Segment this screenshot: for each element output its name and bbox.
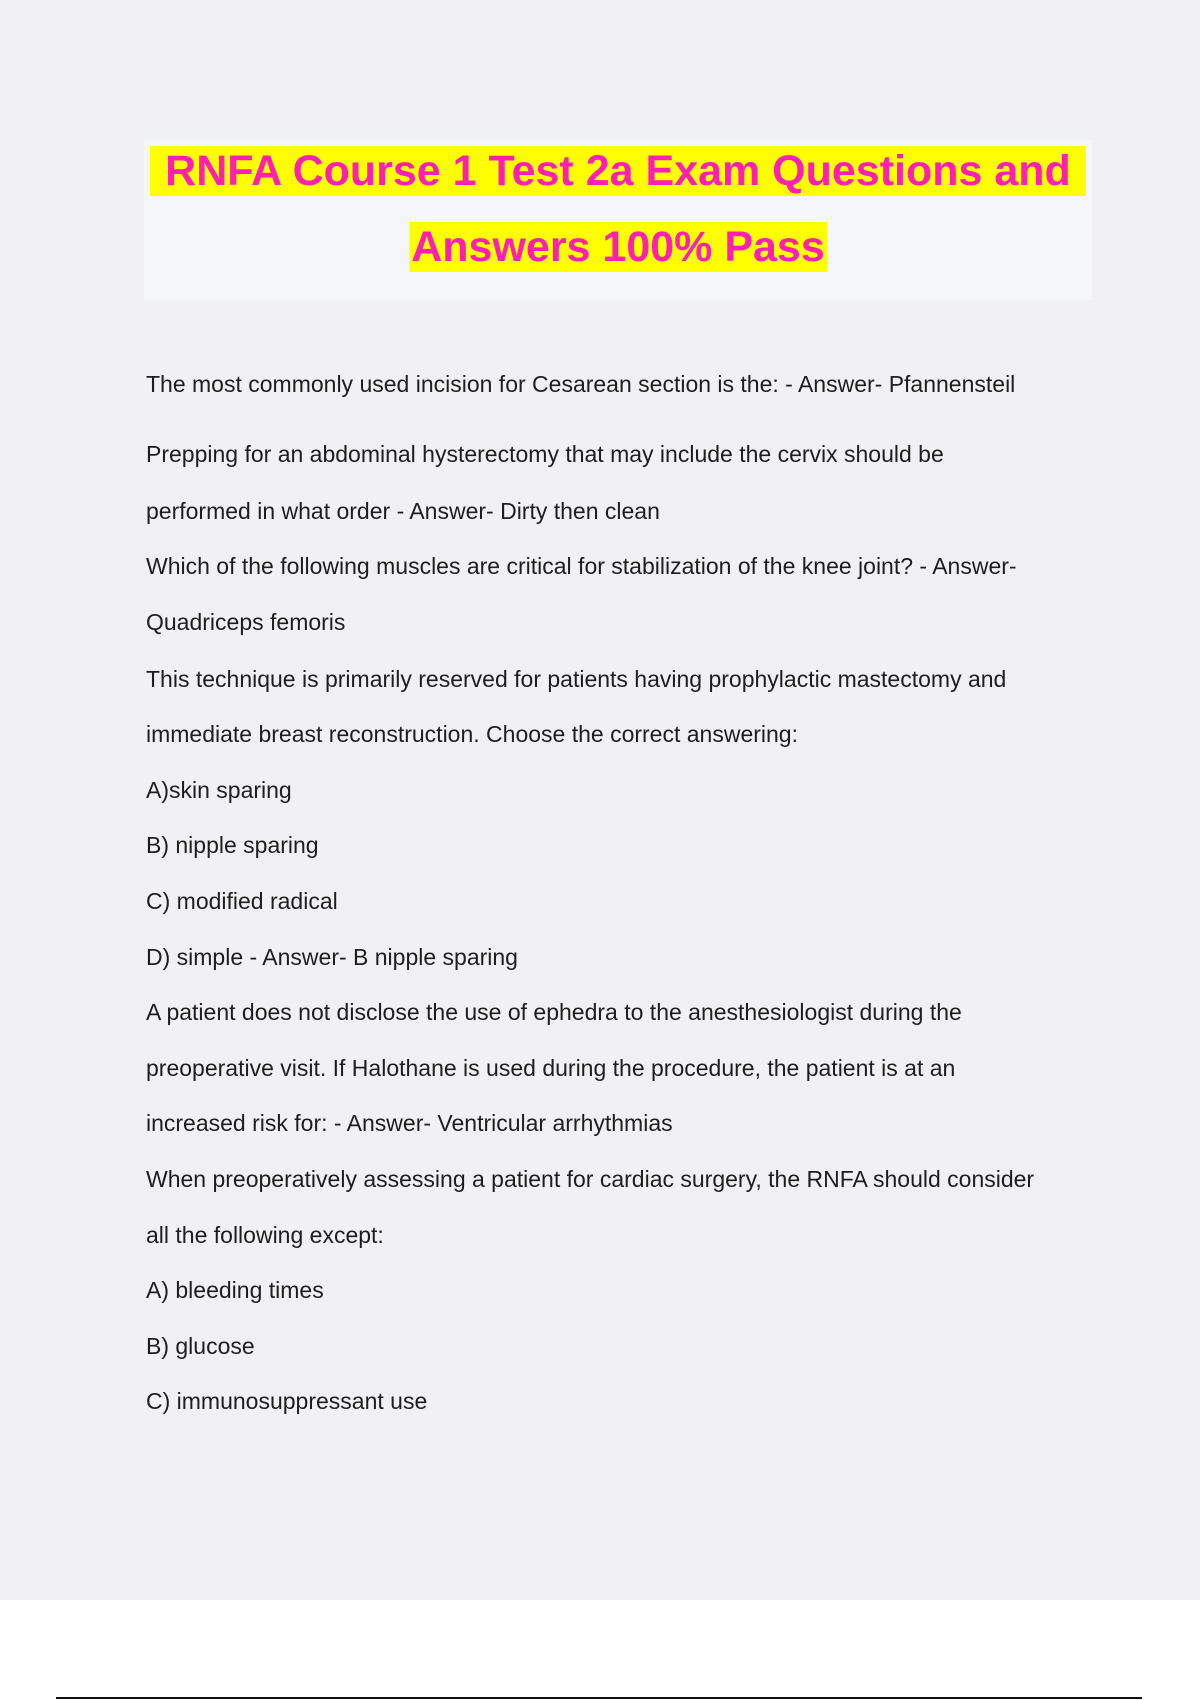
option-line: C) immunosuppressant use: [146, 1388, 428, 1414]
question-line: Prepping for an abdominal hysterectomy that may include the cervix should be: [146, 441, 944, 467]
question-line: preoperative visit. If Halothane is used during the procedure, the patient is at an: [146, 1055, 956, 1081]
answer-line: increased risk for: - Answer- Ventricular arrhythmias: [146, 1110, 673, 1136]
answer-line: Quadriceps femoris: [146, 609, 346, 635]
question-line: The most commonly used incision for Cesarean section is the: - Answer- Pfannensteil: [146, 371, 1016, 397]
question-line: all the following except:: [146, 1222, 384, 1248]
question-line: Which of the following muscles are critical for stabilization of the knee joint? - Answer-: [146, 553, 1017, 579]
question-line: A patient does not disclose the use of ephedra to the anesthesiologist during the: [146, 999, 962, 1025]
answer-line: D) simple - Answer- B nipple sparing: [146, 944, 518, 970]
question-line: immediate breast reconstruction. Choose the correct answering:: [146, 721, 798, 747]
option-line: A)skin sparing: [146, 777, 292, 803]
question-line: This technique is primarily reserved for patients having prophylactic mastectomy and: [146, 666, 1007, 692]
option-line: B) glucose: [146, 1333, 255, 1359]
question-line: When preoperatively assessing a patient for cardiac surgery, the RNFA should consider: [146, 1166, 1035, 1192]
option-line: A) bleeding times: [146, 1277, 324, 1303]
footer-divider: [56, 1697, 1142, 1699]
title-block: [144, 140, 1092, 300]
document-title-line-1: RNFA Course 1 Test 2a Exam Questions and: [150, 146, 1086, 196]
option-line: C) modified radical: [146, 888, 338, 914]
document-title-line-2: Answers 100% Pass: [411, 223, 825, 271]
answer-line: performed in what order - Answer- Dirty then clean: [146, 498, 660, 524]
option-line: B) nipple sparing: [146, 832, 319, 858]
